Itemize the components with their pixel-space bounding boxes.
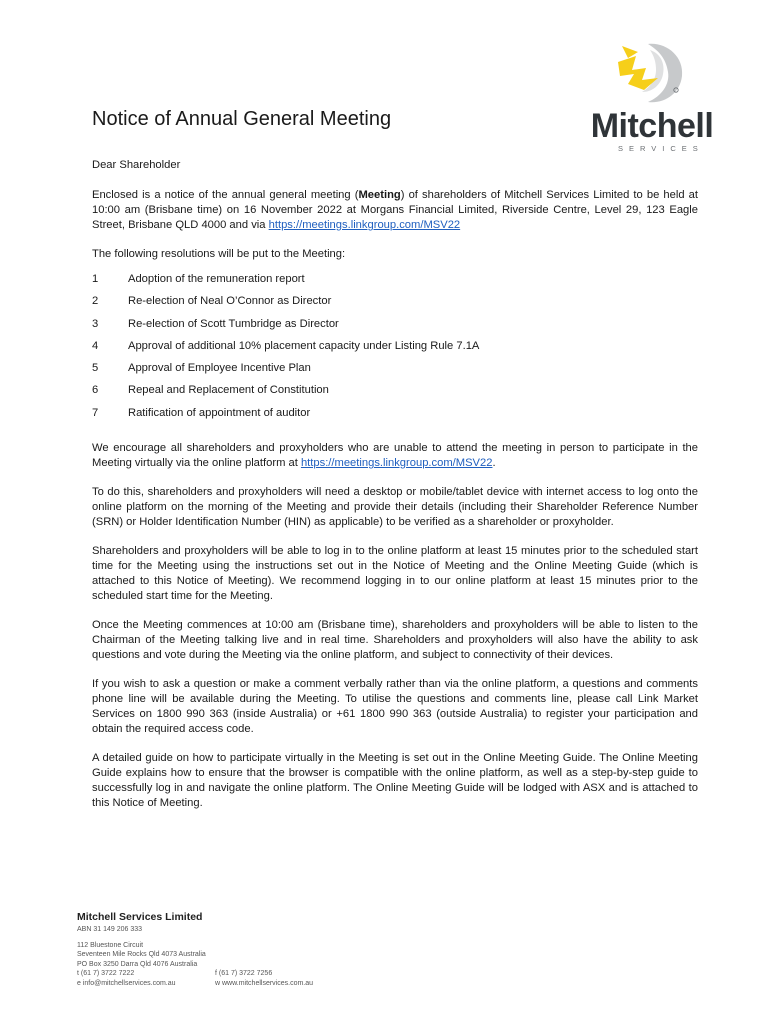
resolution-text: Re-election of Scott Tumbridge as Director (128, 317, 339, 330)
resolution-number: 3 (92, 317, 99, 330)
letterhead-footer (77, 911, 377, 988)
footer-company-name: Mitchell Services Limited (77, 911, 203, 923)
encourage-end: . (492, 457, 496, 470)
resolution-number: 1 (92, 273, 99, 285)
footer-abn: ABN 31 149 206 333 (77, 926, 142, 933)
logo-subtitle: SERVICES (618, 144, 704, 153)
document-title: Notice of Annual General Meeting (92, 108, 392, 130)
footer-contact-row (77, 979, 377, 989)
resolution-item (92, 294, 698, 316)
resolution-number: 4 (92, 339, 99, 352)
footer-email[interactable]: e info@mitchellservices.com.au (77, 979, 176, 987)
mitchell-logo-icon (614, 40, 686, 108)
platform-link[interactable]: https://meetings.linkgroup.com/MSV22 (300, 457, 493, 470)
resolution-number: 2 (92, 295, 99, 308)
resolution-item (92, 272, 698, 294)
resolution-number: 7 (92, 406, 99, 419)
meeting-link[interactable]: https://meetings.linkgroup.com/MSV22 (268, 219, 461, 231)
resolution-text: Re-election of Neal O’Connor as Director (128, 295, 332, 308)
resolution-number: 5 (92, 362, 99, 375)
resolution-text: Adoption of the remuneration report (128, 273, 305, 285)
login-requirements-paragraph: To do this, shareholders and proxyholders will need a desktop or mobile/tablet device with internet access to log onto the online platform on the morning of the Meeting and provide their details (including their Shareholder Reference Number (SRN) or Holder Identification Number (HIN) as applicable) to be verified as a shareholder or proxyholder. (92, 486, 698, 529)
footer-website[interactable]: w www.mitchellservices.com.au (215, 979, 314, 987)
phone-line-paragraph: If you wish to ask a question or make a comment verbally rather than via the online platform, a questions and comments phone line will be available during the Meeting. To utilise the questions and comments line, please call Link Market Services on 1800 990 363 (inside Australia) or +61 1800 990 363 (outside Australia) to register your participation and obtain the required access code. (92, 678, 698, 736)
company-logo (582, 40, 722, 160)
encourage-text: We encourage all shareholders and proxyholders who are unable to attend the meeting in person to participate in the Meeting virtually via the online platform at (92, 442, 698, 470)
intro-text-2: ) of shareholders of Mitchell Services Limited to be held at 10:00 am (Brisbane time) on 16 November 2022 at Morgans Financial Limited, Riverside Centre, Level 29, 123 Eagle Street, Brisbane QLD 4000 and via (92, 189, 698, 231)
resolution-item (92, 383, 698, 405)
resolutions-list (92, 272, 698, 428)
resolution-text: Approval of Employee Incentive Plan (128, 362, 311, 375)
resolution-item (92, 406, 698, 428)
resolution-text: Ratification of appointment of auditor (128, 406, 311, 419)
encourage-paragraph (92, 441, 698, 471)
footer-phone: t (61 7) 3722 7222 (77, 970, 135, 977)
footer-address-line: PO Box 3250 Darra Qld 4076 Australia (77, 960, 198, 968)
footer-address-line: Seventeen Mile Rocks Qld 4073 Australia (77, 951, 206, 958)
login-timing-paragraph: Shareholders and proxyholders will be able to log in to the online platform at least 15 minutes prior to the scheduled start time for the Meeting using the instructions set out in the Notice of Meeting and the Online Meeting Guide (which is attached to this Notice of Meeting). We recommend logging in to our online platform at least 15 minutes prior to the scheduled start time for the Meeting. (92, 545, 698, 603)
letter-body (92, 158, 698, 825)
intro-bold-term: Meeting (358, 189, 401, 201)
online-guide-paragraph: A detailed guide on how to participate virtually in the Meeting is set out in the Online Meeting Guide. The Online Meeting Guide explains how to ensure that the browser is compatible with the online platform, as well as a step-by-step guide to successfully log in and navigate the online platform. The Online Meeting Guide will be lodged with ASX and is attached to this Notice of Meeting. (92, 752, 698, 810)
resolution-number: 6 (92, 384, 99, 397)
resolution-item (92, 339, 698, 361)
logo-wordmark: Mitchell (590, 107, 714, 145)
meeting-commence-paragraph: Once the Meeting commences at 10:00 am (Brisbane time), shareholders and proxyholders will be able to listen to the Chairman of the Meeting talking live and in real time. Shareholders and proxyholders will also have the ability to ask questions and vote during the Meeting via the online platform, and subject to connectivity of their devices. (92, 619, 698, 662)
footer-fax: f (61 7) 3722 7256 (215, 970, 273, 977)
intro-text-1: Enclosed is a notice of the annual general meeting ( (92, 189, 359, 201)
resolutions-intro: The following resolutions will be put to the Meeting: (92, 248, 346, 260)
intro-paragraph (92, 188, 698, 233)
resolution-item (92, 361, 698, 383)
resolution-text: Approval of additional 10% placement capacity under Listing Rule 7.1A (128, 339, 480, 352)
footer-address-line: 112 Bluestone Circuit (77, 941, 144, 949)
resolution-item (92, 317, 698, 339)
resolution-text: Repeal and Replacement of Constitution (128, 384, 329, 397)
salutation: Dear Shareholder (92, 159, 181, 171)
footer-phone-row (77, 969, 377, 979)
